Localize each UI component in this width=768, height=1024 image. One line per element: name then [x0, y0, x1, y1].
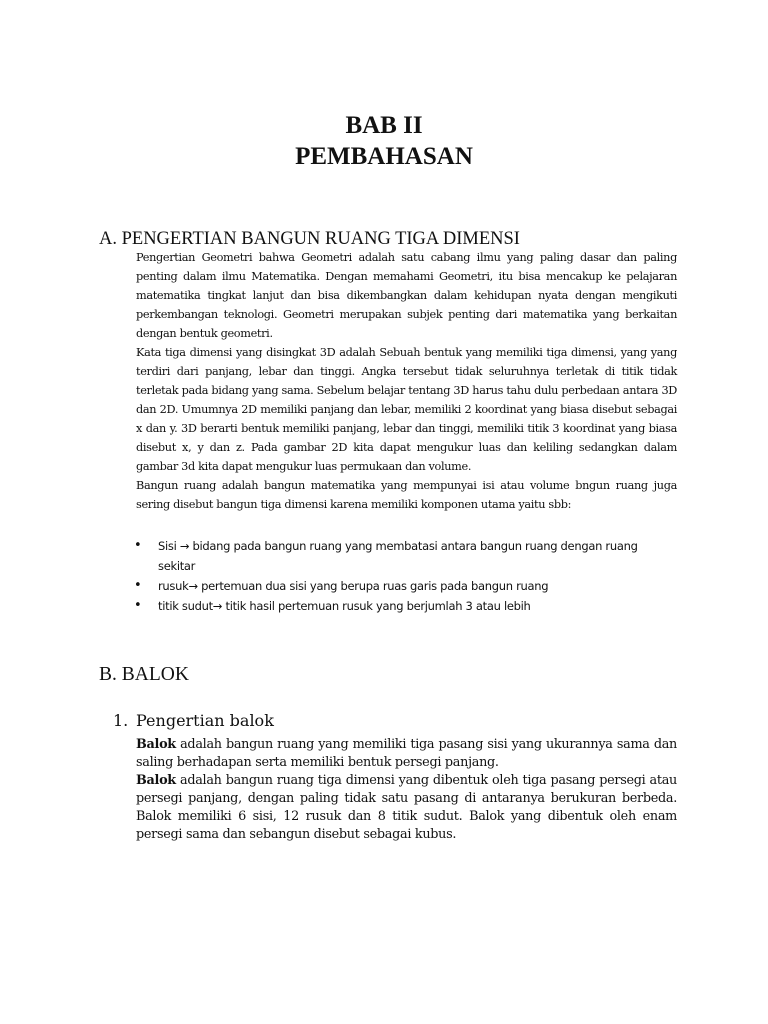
bullet-icon: • — [134, 598, 142, 613]
chapter-number: BAB II — [345, 112, 423, 139]
bullet-icon: • — [134, 578, 142, 593]
list-item-text: titik sudut→ titik hasil pertemuan rusuk yang berjumlah 3 atau lebih — [158, 599, 531, 613]
list-item — [134, 596, 654, 616]
subsection-number: 1. — [113, 711, 129, 730]
component-list — [134, 536, 654, 616]
subsection-title: Pengertian balok — [136, 711, 274, 730]
bold-term: Balok — [136, 773, 176, 788]
list-item-text: rusuk→ pertemuan dua sisi yang berupa ruas garis pada bangun ruang — [158, 579, 549, 593]
section-a-heading: A. PENGERTIAN BANGUN RUANG TIGA DIMENSI — [99, 229, 520, 249]
paragraph-geometri: Pengertian Geometri bahwa Geometri adalah satu cabang ilmu yang paling dasar dan paling penting dalam ilmu Matematika. Dengan memahami Geometri, itu bisa mencakup ke pelajaran matematika tingkat lanjut dan bisa dikembangkan dalam kehidupan nyata dengan mengikuti perkembangan teknologi. Geometri merupakan subjek penting dari matematika yang berkaitan dengan bentuk geometri. — [136, 251, 677, 340]
chapter-title — [0, 110, 768, 172]
paragraph-text: adalah bangun ruang tiga dimensi yang dibentuk oleh tiga pasang persegi atau persegi panjang, dengan paling tidak satu pasang di antaranya berukuran berbeda. Balok memiliki 6 sisi, 12 rusuk dan 8 titik sudut. Balok yang dibentuk oleh enam persegi sama dan sebangun disebut sebagai kubus. — [136, 773, 677, 842]
section-a-body — [136, 248, 677, 514]
paragraph-bangun-ruang: Bangun ruang adalah bangun matematika yang mempunyai isi atau volume bngun ruang juga sering disebut bangun tiga dimensi karena memiliki komponen utama yaitu sbb: — [136, 479, 677, 511]
paragraph-tiga-dimensi: Kata tiga dimensi yang disingkat 3D adalah Sebuah bentuk yang memiliki tiga dimensi, yang yang terdiri dari panjang, lebar dan tinggi. Angka tersebut tidak seluruhnya terletak di titik tidak terletak pada bidang yang sama. Sebelum belajar tentang 3D harus tahu dulu perbedaan antara 3D dan 2D. Umumnya 2D memiliki panjang dan lebar, memiliki 2 koordinat yang biasa disebut sebagai x dan y. 3D berarti bentuk memiliki panjang, lebar dan tinggi, memiliki titik 3 koordinat yang biasa disebut x, y dan z. Pada gambar 2D kita dapat mengukur luas dan keliling sedangkan dalam gambar 3d kita dapat mengukur luas permukaan dan volume. — [136, 346, 677, 473]
bold-term: Balok — [136, 737, 176, 752]
section-b-heading: B. BALOK — [99, 664, 189, 685]
paragraph-balok-description — [136, 772, 677, 844]
subsection-heading — [113, 711, 274, 731]
chapter-name: PEMBAHASAN — [295, 143, 473, 170]
list-item — [134, 536, 654, 576]
paragraph-balok-definition — [136, 736, 677, 772]
list-item — [134, 576, 654, 596]
paragraph-text: adalah bangun ruang yang memiliki tiga pasang sisi yang ukurannya sama dan saling berhadapan serta memiliki bentuk persegi panjang. — [136, 737, 677, 770]
bullet-icon: • — [134, 538, 142, 553]
list-item-text: Sisi → bidang pada bangun ruang yang membatasi antara bangun ruang dengan ruang sekitar — [158, 539, 638, 573]
section-b-body — [136, 736, 677, 844]
